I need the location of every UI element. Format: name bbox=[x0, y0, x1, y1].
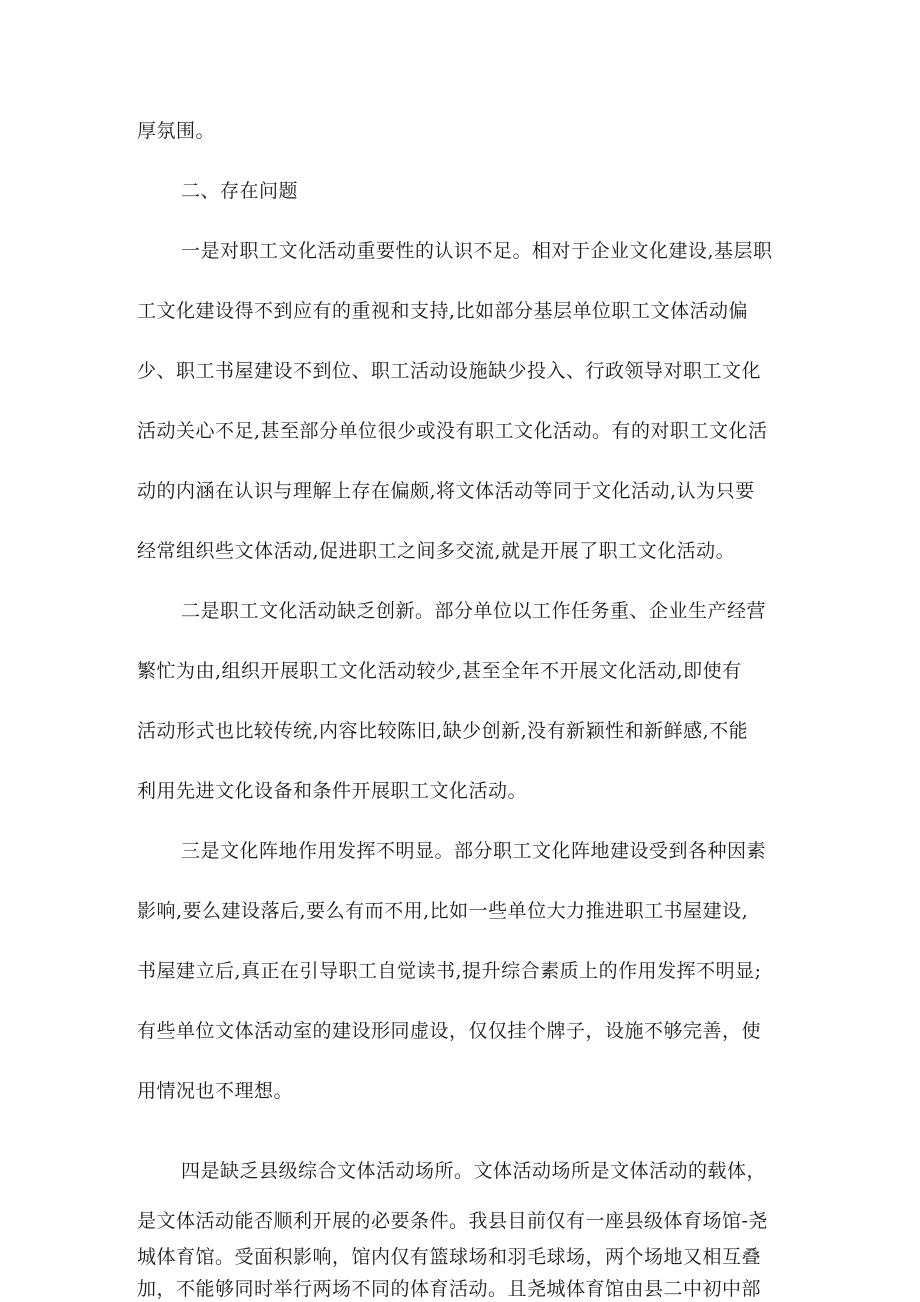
text-line: 活动关心不足,甚至部分单位很少或没有职工文化活动。有的对职工文化活 bbox=[137, 420, 768, 442]
text-line: 工文化建设得不到应有的重视和支持,比如部分基层单位职工文体活动偏 bbox=[137, 300, 749, 322]
text-line: 有些单位文体活动室的建设形同虚设，仅仅挂个牌子，设施不够完善，使 bbox=[137, 1020, 762, 1042]
text-line: 动的内涵在认识与理解上存在偏颇,将文体活动等同于文化活动,认为只要 bbox=[137, 480, 755, 502]
text-line: 少、职工书屋建设不到位、职工活动设施缺少投入、行政领导对职工文化 bbox=[137, 360, 762, 382]
text-line: 用情况也不理想。 bbox=[137, 1080, 294, 1102]
text-line: 加，不能够同时举行两场不同的体育活动。且尧城体育馆由县二中初中部 bbox=[137, 1278, 762, 1300]
text-line: 二是职工文化活动缺乏创新。部分单位以工作任务重、企业生产经营 bbox=[181, 600, 767, 622]
text-line: 活动形式也比较传统,内容比较陈旧,缺少创新,没有新颖性和新鲜感,不能 bbox=[137, 720, 749, 742]
text-line: 是文体活动能否顺利开展的必要条件。我县目前仅有一座县级体育场馆-尧 bbox=[137, 1210, 768, 1232]
text-line: 繁忙为由,组织开展职工文化活动较少,甚至全年不开展文化活动,即使有 bbox=[137, 660, 742, 682]
section-heading: 二、存在问题 bbox=[181, 180, 299, 202]
text-line: 厚氛围。 bbox=[137, 120, 216, 142]
text-line: 经常组织些文体活动,促进职工之间多交流,就是开展了职工文化活动。 bbox=[137, 540, 736, 562]
text-line: 一是对职工文化活动重要性的认识不足。相对于企业文化建设,基层职 bbox=[181, 240, 773, 262]
text-line: 影响,要么建设落后,要么有而不用,比如一些单位大力推进职工书屋建设, bbox=[137, 900, 749, 922]
text-line: 利用先进文化设备和条件开展职工文化活动。 bbox=[137, 780, 528, 802]
text-line: 城体育馆。受面积影响，馆内仅有篮球场和羽毛球场，两个场地又相互叠 bbox=[137, 1246, 762, 1268]
text-line: 书屋建立后,真正在引导职工自觉读书,提升综合素质上的作用发挥不明显; bbox=[137, 960, 762, 982]
text-line: 四是缺乏县级综合文体活动场所。文体活动场所是文体活动的载体， bbox=[181, 1160, 767, 1182]
text-line: 三是文化阵地作用发挥不明显。部分职工文化阵地建设受到各种因素 bbox=[181, 840, 767, 862]
